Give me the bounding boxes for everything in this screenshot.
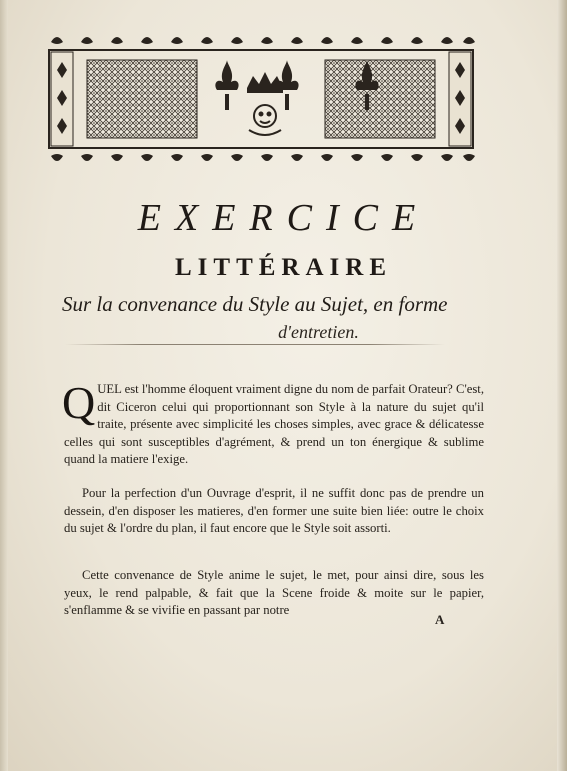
paragraph-1-text: UEL est l'homme éloquent vraiment digne du nom de parfait Orateur? C'est, dit Ciceron celui qui proportionnant son Style à la nature du sujet qu'il traite, présente avec simplicité les choses simples, avec grace & délicatesse celles qui sont susceptibles d'agrément, & prend un ton énergique & sublime quand la matiere l'exige. xyxy=(64,382,484,466)
divider-rule xyxy=(65,344,445,345)
paragraph-2-text: Pour la perfection d'un Ouvrage d'esprit, il ne suffit donc pas de prendre un dessein, d'en disposer les matieres, d'en former une suite bien liée: outre le choix du sujet & l'ordre du plan, il faut encore que le Style soit assorti. xyxy=(64,486,484,535)
subject-line-2: d'entretien. xyxy=(278,322,359,342)
subject-line-1: Sur la convenance du Style au Sujet, en forme xyxy=(62,292,448,316)
page-edge-right xyxy=(557,0,567,771)
fleuron-row-top xyxy=(51,37,475,44)
headpiece-ornament xyxy=(43,30,479,168)
page-edge-left xyxy=(0,0,8,771)
mask-face-icon xyxy=(249,105,281,135)
paragraph-2 xyxy=(64,485,484,538)
page-title: EXERCICE xyxy=(137,197,430,239)
paragraph-1 xyxy=(62,377,484,469)
paragraph-3-text: Cette convenance de Style anime le sujet, le met, pour ainsi dire, sous les yeux, le rend palpable, & fait que la Scene froide & moite sur le papier, s'enflamme & se vivifie en passant par notre xyxy=(64,568,484,617)
drop-cap: Q xyxy=(62,377,96,428)
crown-icon xyxy=(247,72,283,93)
paragraph-3 xyxy=(64,567,484,620)
fleuron-row-bottom xyxy=(51,154,475,161)
page-subtitle-heading: LITTÉRAIRE xyxy=(175,254,392,281)
signature-mark: A xyxy=(435,612,445,627)
